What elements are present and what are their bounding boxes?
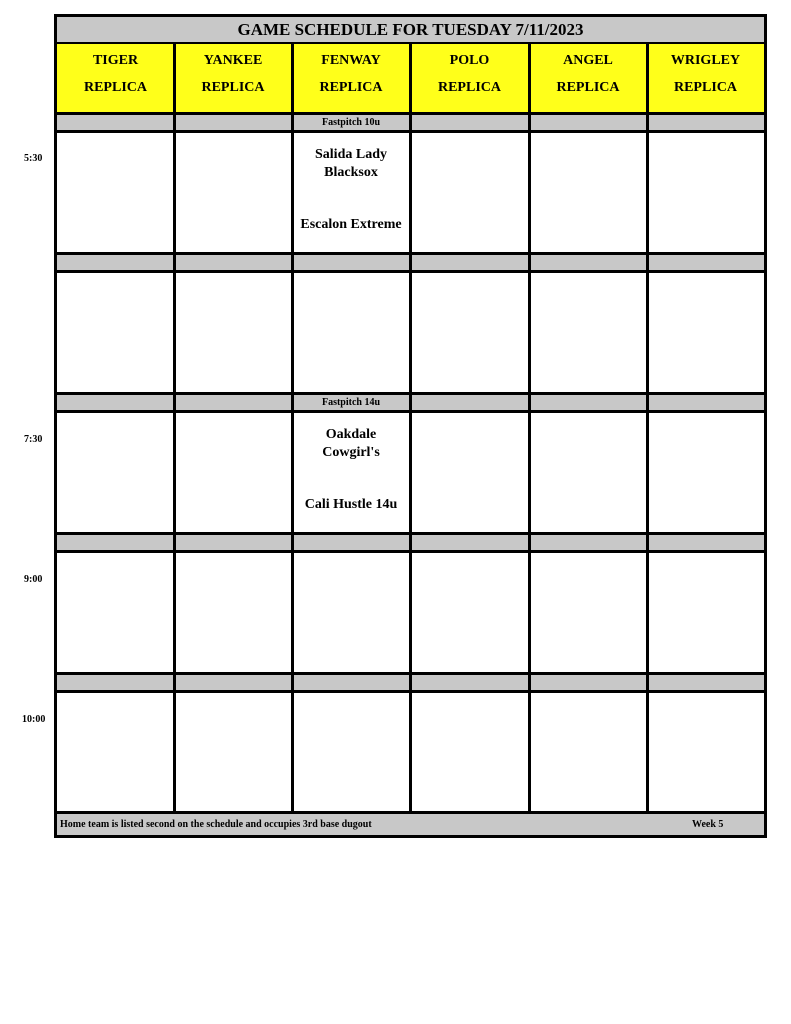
week-label: Week 5 (692, 819, 724, 830)
field-name: YANKEE (203, 53, 263, 68)
field-header-yankee (174, 44, 292, 115)
time-label-900: 9:00 (24, 574, 43, 585)
field-header-angel (529, 44, 647, 115)
home-team: Cali Hustle 14u (304, 497, 398, 512)
field-name: WRIGLEY (670, 53, 741, 68)
field-header-tiger (57, 44, 174, 115)
time-label-730: 7:30 (24, 434, 43, 445)
away-team: Oakdale Cowgirl's (322, 427, 380, 460)
schedule-footer (57, 814, 764, 835)
away-team: Salida Lady Blacksox (315, 147, 387, 180)
schedule-table (54, 14, 767, 838)
column-divider (646, 44, 649, 814)
field-header-fenway (292, 44, 410, 115)
field-name: FENWAY (321, 53, 381, 68)
field-type: REPLICA (83, 80, 147, 95)
column-divider (528, 44, 531, 814)
field-header-wrigley (647, 44, 764, 115)
field-header-polo (410, 44, 529, 115)
home-team: Escalon Extreme (300, 217, 402, 232)
field-name: POLO (449, 53, 490, 68)
schedule-title: GAME SCHEDULE FOR TUESDAY 7/11/2023 (57, 17, 764, 44)
field-name: ANGEL (563, 53, 613, 68)
field-type: REPLICA (673, 80, 737, 95)
field-type: REPLICA (437, 80, 501, 95)
column-divider (409, 44, 412, 814)
field-type: REPLICA (201, 80, 265, 95)
division-label: Fastpitch 14u (321, 397, 381, 408)
field-name: TIGER (92, 53, 139, 68)
time-label-1000: 10:00 (22, 714, 46, 725)
division-label: Fastpitch 10u (321, 117, 381, 128)
field-type: REPLICA (556, 80, 620, 95)
column-divider (173, 44, 176, 814)
column-divider (291, 44, 294, 814)
time-label-530: 5:30 (24, 153, 43, 164)
field-type: REPLICA (319, 80, 383, 95)
footer-note: Home team is listed second on the schedule and occupies 3rd base dugout (60, 819, 372, 830)
